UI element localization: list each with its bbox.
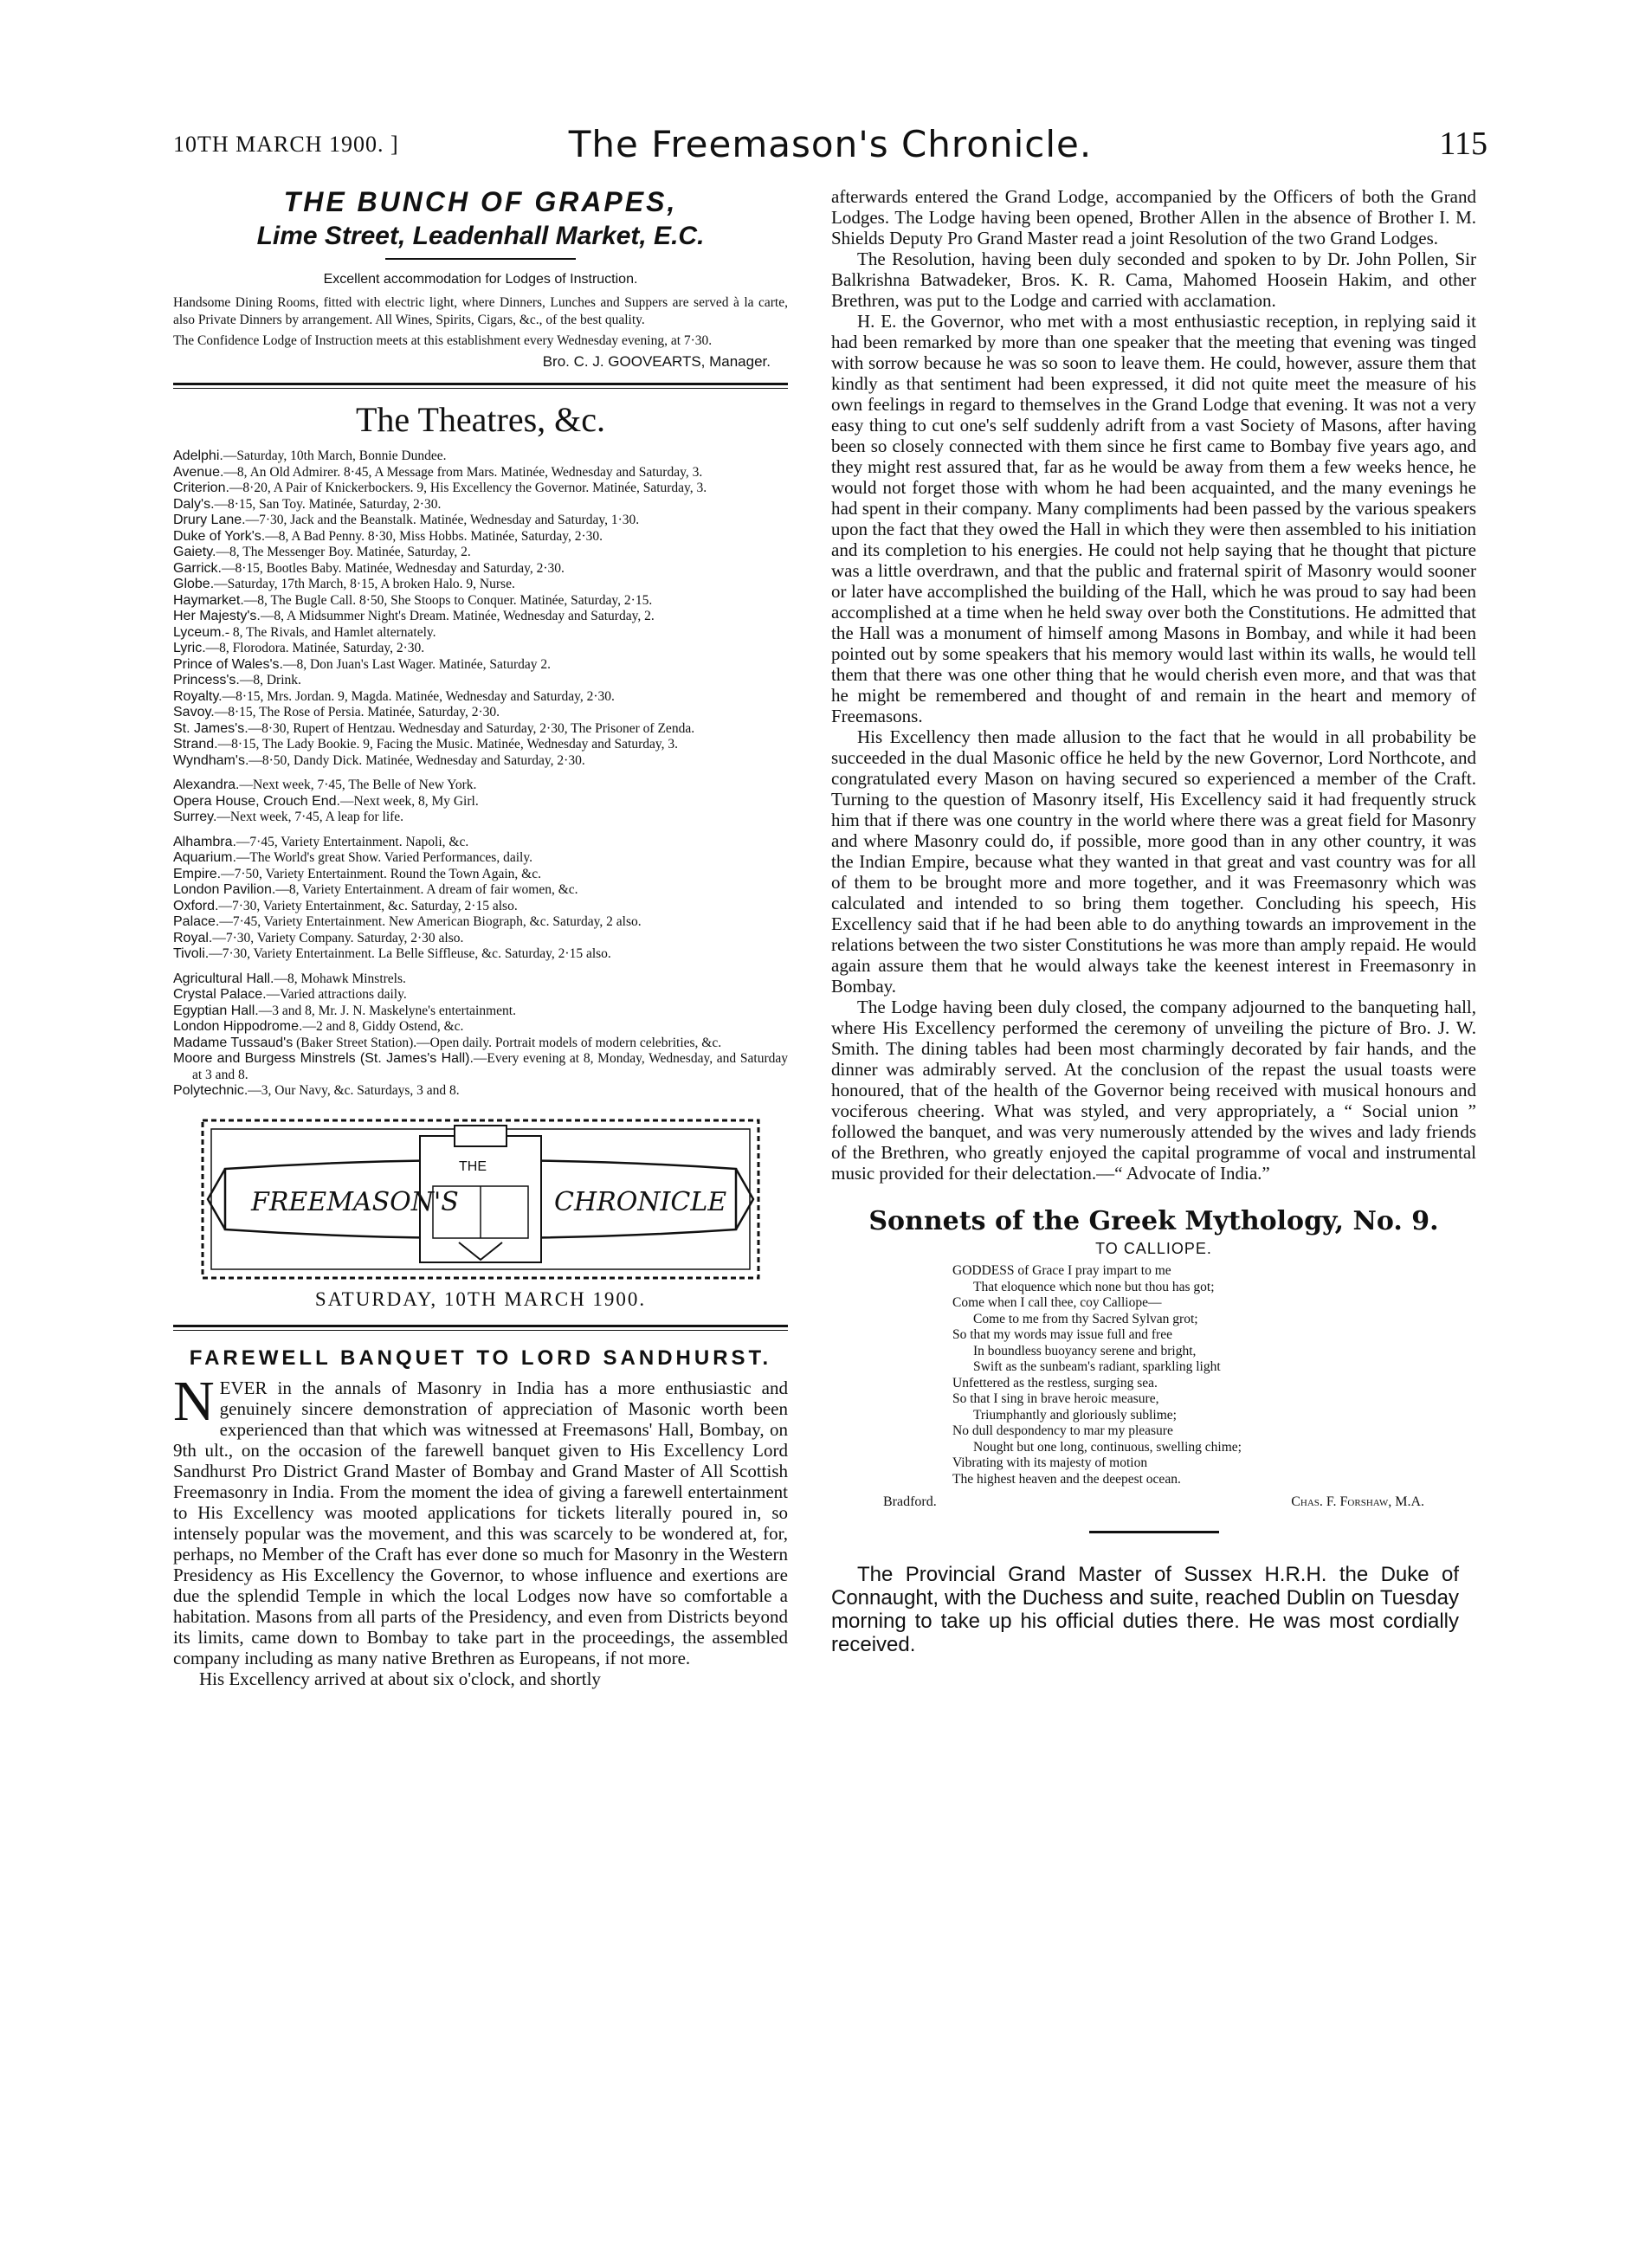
theatre-details: —3, Our Navy, &c. Saturdays, 3 and 8. [248, 1083, 460, 1098]
theatre-name: Crystal Palace. [173, 987, 267, 1002]
provincial-news: The Provincial Grand Master of Sussex H.R.H. the Duke of Connaught, with the Duchess and suite, reached Dublin on Tuesday morning to take up his official duties there. He was most cordially received. [831, 1563, 1459, 1656]
theatre-name: Garrick. [173, 560, 222, 576]
masthead-word-the: THE [459, 1158, 487, 1174]
theatres-listing [173, 399, 788, 1100]
poem-line: The highest heaven and the deepest ocean. [952, 1471, 1181, 1487]
advert-confidence-lodge: The Confidence Lodge of Instruction meets at this establishment every Wednesday evening, at 7·30. [173, 333, 713, 348]
sonnet-poem [952, 1263, 1476, 1487]
theatre-name: Criterion. [173, 481, 229, 495]
poem-line: So that I sing in brave heroic measure, [952, 1391, 1159, 1406]
theatre-details: —8·50, Dandy Dick. Matinée, Wednesday and Saturday, 2·30. [248, 752, 585, 768]
theatre-entry [173, 899, 788, 915]
left-column [173, 186, 788, 1689]
poem-line: So that my words may issue full and free [952, 1327, 1172, 1342]
article-paragraph: H. E. the Governor, who met with a most enthusiastic reception, in replying said it had been remarked by more than one speaker that the meeting that evening was tinged with sorrow because he was so soon to leave them. He could, however, assure them that kindly as that sentiment had been expressed, it did not quite meet the measure of his own feelings in regard to themselves in the Grand Lodge that evening. It was not a very easy thing to cut one's self suddenly adrift from a vast Society of Masons, after having been so closely connected with them since he first came to Bombay five years ago, and they might rest assured that, far as he would be away from them a few weeks hence, he would not forget those with whom he had been acquainted, and the many evenings he had spent in their company. Many compliments had been passed by the various speakers upon the fact that they owed the Hall in which they were then assembled to his initiation and its completion to his energies. He could not help saying that he thought that picture was a little overdrawn, and that the public and fraternal spirit of Masonry would sooner or later have accomplished the building of the Hall, which he was proud to say had been accomplished at a time when he held sway over both the Constitutions. He admitted that the Hall was a monument of himself among Masons in Bombay, and while it had been pointed out by some speakers that his memory would last within its walls, he would tell them that there was one other thing that he would cherish even more, and that was that he might be remembered and thought of and remain in the heart and memory of Freemasons. [831, 311, 1476, 726]
advert-accommodation: Excellent accommodation for Lodges of Instruction. [323, 272, 638, 287]
theatre-details: —8·15, Mrs. Jordan. 9, Magda. Matinée, Wednesday and Saturday, 2·30. [222, 688, 615, 704]
theatre-name: Royalty. [173, 688, 223, 704]
theatre-details: —Every evening at 8, Monday, Wednesday, and Saturday at 3 and 8. [192, 1051, 788, 1082]
theatre-name: St. James's. [173, 720, 248, 736]
theatre-details: —8, Drink. [239, 673, 301, 687]
poem-line: In boundless buoyancy serene and bright, [973, 1343, 1197, 1358]
advert-rule [385, 258, 576, 260]
theatre-entry [173, 448, 788, 465]
poem-line: Vibrating with its majesty of motion [952, 1455, 1148, 1470]
sonnet-place: Bradford. [883, 1494, 937, 1509]
theatre-details: —Saturday, 17th March, 8·15, A broken Halo. 9, Nurse. [214, 577, 515, 591]
poem-line: Unfettered as the restless, surging sea. [952, 1375, 1158, 1391]
theatre-name: Egyptian Hall. [173, 1003, 259, 1018]
masthead-word-freemasons: FREEMASON'S [251, 1186, 459, 1217]
theatre-entry [173, 529, 788, 545]
theatre-details: —8·15, San Toy. Matinée, Saturday, 2·30. [214, 496, 442, 512]
theatre-name: Madame Tussaud's [173, 1035, 294, 1050]
theatre-details: —7·45, Variety Entertainment. Napoli, &c. [236, 834, 469, 849]
theatre-name: Princess's. [173, 673, 240, 687]
theatre-entry [173, 625, 788, 642]
advert-address: Lime Street, Leadenhall Market, E.C. [256, 222, 705, 250]
theatre-details: —7·30, Variety Entertainment, &c. Saturday, 2·15 also. [218, 898, 518, 913]
theatre-entry [173, 1036, 788, 1052]
theatre-details: —8, An Old Admirer. 8·45, A Message from Mars. Matinée, Wednesday and Saturday, 3. [223, 464, 703, 480]
theatre-name: Tivoli. [173, 946, 210, 961]
theatre-details: —Next week, 7·45, A leap for life. [216, 810, 404, 824]
theatre-details: - 8, The Rivals, and Hamlet alternately. [224, 624, 436, 640]
theatre-entry [173, 737, 788, 753]
theatre-entry [173, 657, 788, 674]
theatre-details: —2 and 8, Giddy Ostend, &c. [302, 1019, 464, 1034]
theatre-name: Prince of Wales's. [173, 656, 283, 672]
theatre-details: —8, Mohawk Minstrels. [274, 971, 406, 986]
theatre-entry [173, 867, 788, 883]
theatre-entry [173, 481, 788, 497]
theatre-name: Gaiety. [173, 545, 216, 559]
theatre-name: Haymarket. [173, 592, 244, 608]
right-column [831, 186, 1476, 1656]
poem-line: No dull despondency to mar my pleasure [952, 1423, 1173, 1438]
theatre-entry [173, 778, 788, 794]
issue-date: 10TH MARCH 1900. ] [173, 132, 399, 157]
theatre-name: London Hippodrome. [173, 1019, 303, 1034]
theatre-entry [173, 971, 788, 988]
theatre-name: Wyndham's. [173, 752, 249, 768]
issue-date-line: SATURDAY, 10TH MARCH 1900. [314, 1287, 647, 1310]
theatre-entry [173, 689, 788, 706]
poem-line: Triumphantly and gloriously sublime; [973, 1407, 1177, 1423]
theatre-name: London Pavilion. [173, 882, 276, 897]
theatre-name: Strand. [173, 737, 218, 752]
theatre-entry [173, 1003, 788, 1020]
theatre-name: Savoy. [173, 705, 215, 719]
masthead-banner [199, 1117, 762, 1281]
theatre-entry [173, 593, 788, 610]
advert-description: Handsome Dining Rooms, fitted with electric light, where Dinners, Lunches and Suppers are served à la carte, also Private Dinners by arrangement. All Wines, Spirits, Cigars, &c., of the best quality. [173, 295, 788, 327]
theatre-name: Alhambra. [173, 834, 236, 849]
theatre-details: —7·45, Variety Entertainment. New American Biograph, &c. Saturday, 2 also. [219, 914, 642, 929]
theatre-entry [173, 931, 788, 947]
theatre-name: Surrey. [173, 810, 217, 824]
theatre-name: Globe. [173, 577, 215, 591]
theatre-details: —Next week, 8, My Girl. [340, 793, 479, 809]
article-paragraph: afterwards entered the Grand Lodge, accompanied by the Officers of both the Grand Lodges. The Lodge having been opened, Brother Allen in the absence of Brother I. M. Shields Deputy Pro Grand Master read a joint Resolution of the two Grand Lodges. [831, 186, 1476, 248]
theatre-entry [173, 835, 788, 851]
theatre-entry [173, 987, 788, 1003]
theatre-entry [173, 545, 788, 561]
sonnet-signature [831, 1494, 1476, 1515]
theatre-name: Her Majesty's. [173, 609, 261, 623]
theatre-entry [173, 1083, 788, 1100]
theatre-entry [173, 513, 788, 529]
poem-line: Swift as the sunbeam's radiant, sparkling light [973, 1359, 1221, 1374]
theatre-details: —8, A Bad Penny. 8·30, Miss Hobbs. Matinée, Saturday, 2·30. [265, 528, 603, 544]
theatre-entry [173, 1019, 788, 1036]
theatre-entry [173, 609, 788, 625]
theatre-name: Opera House, Crouch End. [173, 793, 340, 809]
article-paragraph: The Lodge having been duly closed, the company adjourned to the banqueting hall, where His Excellency performed the ceremony of unveiling the picture of Bro. J. W. Smith. The dining tables had been most charmingly decorated by fair hands, and the dinner was admirably served. At the conclusion of the repast the usual toasts were honoured, that of the health of the Governor being received with musical honours and vociferous cheering. What was styled, and very appropriately, a “ Social union ” followed the banquet, and was very numerously attended by the wives and lady friends of the Brethren, who greatly enjoyed the capital programme of vocal and instrumental music provided for their delectation.—“ Advocate of India.” [831, 997, 1476, 1184]
theatre-entry [173, 850, 788, 867]
theatre-entry [173, 561, 788, 578]
masthead-illustration [199, 1117, 762, 1281]
theatre-name: Drury Lane. [173, 513, 246, 527]
theatre-details: —8·15, Bootles Baby. Matinée, Wednesday and Saturday, 2·30. [222, 560, 565, 576]
theatre-name: Agricultural Hall. [173, 971, 274, 986]
theatre-name: Palace. [173, 914, 220, 929]
article-paragraph: His Excellency arrived at about six o'clock, and shortly [199, 1668, 601, 1689]
theatre-name: Oxford. [173, 898, 219, 913]
theatre-details: —The World's great Show. Varied Performances, daily. [236, 850, 532, 865]
theatre-details: —7·30, Variety Company. Saturday, 2·30 also. [212, 930, 464, 945]
article-paragraph: NEVER in the annals of Masonry in India has a more enthusiastic and genuinely sincere demonstration of appreciation of Masonic worth been experienced than that which was witnessed at Freemasons' Hall, Bombay, on 9th ult., on the occasion of the farewell banquet given to His Excellency Lord Sandhurst Pro District Grand Master of Bombay and Grand Master of All Scottish Freemasonry in India. From the moment the idea of giving a farewell entertainment to His Excellency was mooted applications for tickets literally poured in, so intensely popular was the movement, and this was scarcely to be wondered at, for, perhaps, no Member of the Craft has ever done so much for Masonry in the Western Presidency as His Excellency the Governor, to whose influence and exertions are due the splendid Temple in which the local Lodges now have so comfortable a habitation. Masons from all parts of the Presidency, and even from Districts beyond its limits, came down to Bombay to take part in the proceedings, the assembled company including as many native Brethren as Europeans, if not more. [173, 1369, 788, 1668]
theatre-details: —7·50, Variety Entertainment. Round the Town Again, &c. [221, 866, 541, 881]
page-number: 115 [1439, 126, 1487, 162]
sonnet-author: Chas. F. Forshaw, M.A. [1291, 1494, 1424, 1509]
theatre-name: Adelphi. [173, 448, 223, 463]
theatre-details: —Next week, 7·45, The Belle of New York. [239, 778, 477, 792]
poem-line: Come to me from thy Sacred Sylvan grot; [973, 1311, 1198, 1326]
theatre-name: Polytechnic. [173, 1083, 248, 1098]
theatre-group-suburban [173, 778, 788, 826]
theatre-details: —7·30, Variety Entertainment. La Belle Siffleuse, &c. Saturday, 2·15 also. [209, 946, 611, 961]
theatre-entry [173, 465, 788, 481]
drop-cap: N [173, 1369, 215, 1433]
theatre-details: —8, Don Juan's Last Wager. Matinée, Saturday 2. [282, 656, 551, 672]
theatre-group-variety [173, 835, 788, 963]
masthead-word-chronicle: CHRONICLE [554, 1186, 727, 1217]
theatre-name: Avenue. [173, 464, 224, 480]
theatre-details: —3 and 8, Mr. J. N. Maskelyne's entertainment. [258, 1003, 516, 1018]
theatre-details: —7·30, Jack and the Beanstalk. Matinée, Wednesday and Saturday, 1·30. [245, 513, 640, 527]
poem-line: Nought but one long, continuous, swelling chime; [973, 1439, 1242, 1455]
running-header [173, 119, 1487, 171]
theatre-details: —8·20, A Pair of Knickerbockers. 9, His Excellency the Governor. Matinée, Saturday, 3. [229, 481, 707, 495]
theatre-details: —Varied attractions daily. [266, 987, 407, 1002]
theatre-details: —8, A Midsummer Night's Dream. Matinée, Wednesday and Saturday, 2. [260, 609, 655, 623]
section-rule [173, 1325, 788, 1327]
theatre-details: —8, The Messenger Boy. Matinée, Saturday, 2. [216, 545, 471, 559]
section-rule [1089, 1531, 1219, 1533]
poem-line: Come when I call thee, coy Calliope— [952, 1295, 1162, 1310]
theatre-details: —8, Variety Entertainment. A dream of fair women, &c. [275, 882, 578, 897]
theatre-details: (Baker Street Station).—Open daily. Portrait models of modern celebrities, &c. [293, 1035, 722, 1050]
theatre-entry [173, 753, 788, 770]
theatre-details: —8, Florodora. Matinée, Saturday, 2·30. [205, 641, 425, 655]
theatre-details: —8·30, Rupert of Hentzau. Wednesday and Saturday, 2·30, The Prisoner of Zenda. [248, 720, 695, 736]
theatre-name: Lyric. [173, 641, 206, 655]
theatre-name: Alexandra. [173, 778, 240, 792]
theatre-entry [173, 810, 788, 826]
theatre-entry [173, 673, 788, 689]
theatre-entry [173, 946, 788, 963]
poem-line: That eloquence which none but thou has got; [973, 1279, 1215, 1294]
section-rule [173, 1330, 788, 1331]
theatre-name: Daly's. [173, 496, 215, 512]
theatre-details: —8, The Bugle Call. 8·50, She Stoops to Conquer. Matinée, Saturday, 2·15. [243, 592, 653, 608]
theatre-entry [173, 577, 788, 593]
poem-line: GODDESS of Grace I pray impart to me [952, 1263, 1171, 1278]
theatres-title: The Theatres, &c. [355, 400, 606, 439]
theatre-group-west-end [173, 448, 788, 769]
theatre-entry [173, 882, 788, 899]
article-paragraph: The Resolution, having been duly seconded and spoken to by Dr. John Pollen, Sir Balkrishna Batwadeker, Bros. K. R. Cama, Mahomed Hoosein Hakim, and other Brethren, was put to the Lodge and carried with acclamation. [831, 248, 1476, 311]
theatre-entry [173, 641, 788, 657]
advert-manager: Bro. C. J. GOOVEARTS, Manager. [542, 353, 771, 370]
bunch-of-grapes-advert [173, 186, 788, 371]
theatre-details: —8·15, The Lady Bookie. 9, Facing the Music. Matinée, Wednesday and Saturday, 3. [217, 737, 678, 752]
theatre-entry [173, 794, 788, 810]
sonnet-section [831, 1206, 1476, 1515]
sonnet-title: Sonnets of the Greek Mythology, No. 9. [868, 1206, 1439, 1236]
publication-title: The Freemason's Chronicle. [568, 123, 1093, 165]
theatre-details: —Saturday, 10th March, Bonnie Dundee. [223, 448, 447, 463]
theatre-entry [173, 914, 788, 931]
theatre-name: Duke of York's. [173, 528, 266, 544]
advert-title: THE BUNCH OF GRAPES, [283, 186, 678, 217]
theatre-details: —8·15, The Rose of Persia. Matinée, Saturday, 2·30. [214, 705, 500, 719]
section-rule [173, 388, 788, 389]
theatre-name: Lyceum. [173, 624, 225, 640]
farewell-article [173, 1346, 788, 1689]
theatre-entry [173, 1051, 788, 1083]
theatre-group-entertainments [173, 971, 788, 1100]
theatre-name: Royal. [173, 930, 213, 945]
sonnet-dedication: TO CALLIOPE. [1095, 1240, 1212, 1257]
theatre-entry [173, 705, 788, 721]
theatre-name: Empire. [173, 866, 222, 881]
theatre-name: Moore and Burgess Minstrels (St. James's Hall). [173, 1051, 474, 1066]
theatre-entry [173, 721, 788, 738]
section-rule [173, 383, 788, 385]
article-headline: FAREWELL BANQUET TO LORD SANDHURST. [189, 1345, 772, 1370]
article-paragraph: His Excellency then made allusion to the fact that he would in all probability be succeeded in the dual Masonic office he held by the new Governor, Lord Northcote, and congratulated every Mason on having secured so experienced a member of the Craft. Turning to the question of Masonry itself, His Excellency said it had frequently struck him that if there was one country in the world where there was a great field for Masonry and where Masonry could do, if possible, more good than in any other country, it was the Indian Empire, because what they wanted in that great and vast country was for all of them to be brought more and more together, and it was Freemasonry which was calculated and intended to so bring them together. Concluding his speech, His Excellency said that if he had been able to do anything towards an improvement in the relations between the two sister Constitutions he was more than amply repaid. He would again assure them that he would always take the keenest interest in Freemasonry in Bombay. [831, 726, 1476, 997]
theatre-entry [173, 497, 788, 513]
theatre-name: Aquarium. [173, 850, 236, 865]
